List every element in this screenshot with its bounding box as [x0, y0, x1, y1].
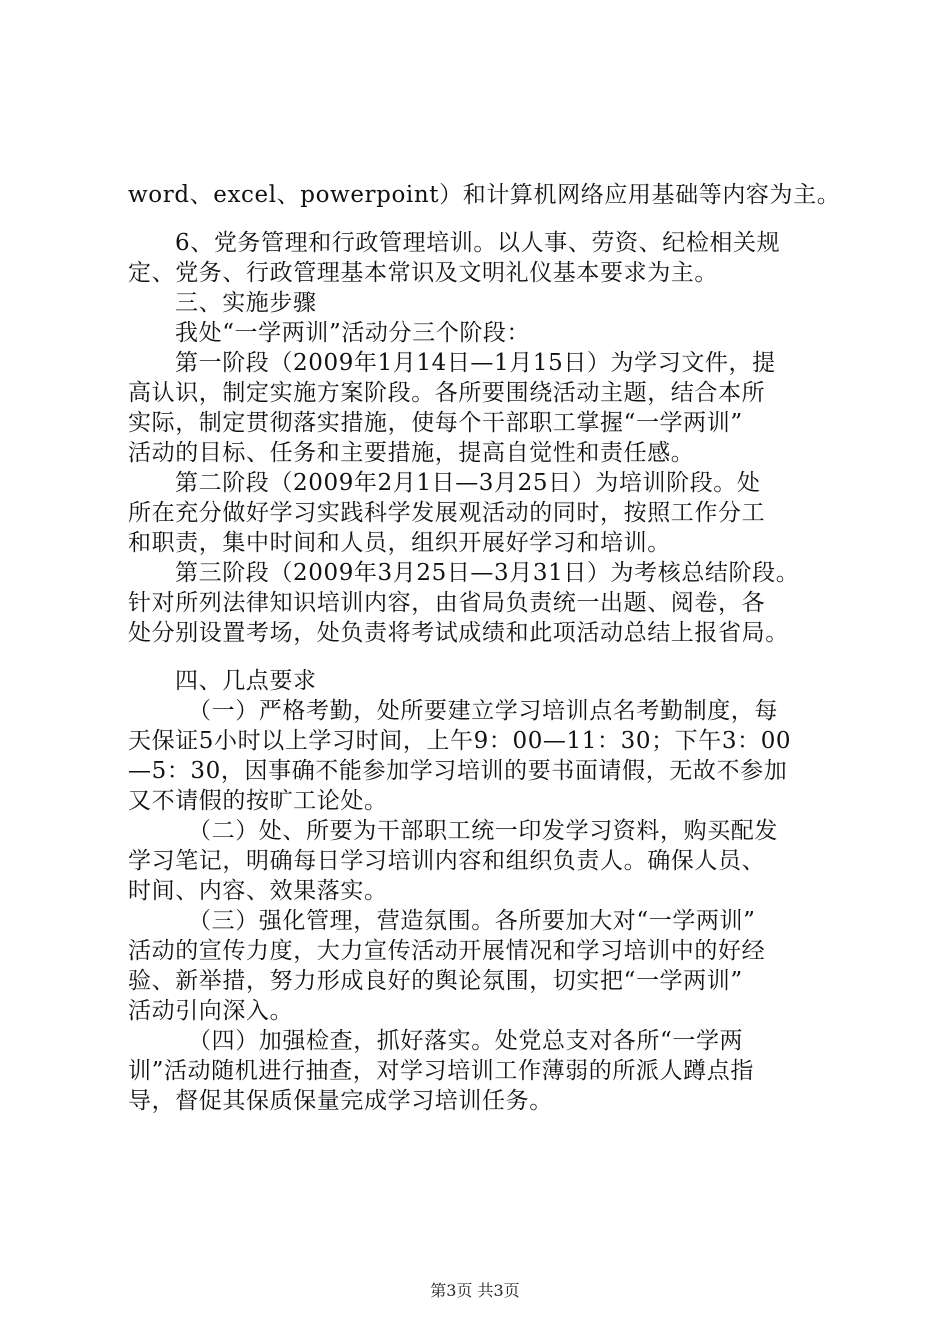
- section-heading: 四、几点要求: [175, 668, 317, 694]
- paragraph-line: 我处“一学两训”活动分三个阶段：: [175, 320, 531, 346]
- paragraph-line: 高认识，制定实施方案阶段。各所要围绕活动主题，结合本所: [128, 380, 766, 406]
- paragraph-line: 学习笔记，明确每日学习培训内容和组织负责人。确保人员、: [128, 848, 766, 874]
- paragraph-line: 6、党务管理和行政管理培训。以人事、劳资、纪检相关规: [175, 230, 781, 256]
- paragraph-gap: [128, 210, 840, 228]
- paragraph-line: 第三阶段（2009年3月25日—3月31日）为考核总结阶段。: [175, 560, 800, 586]
- paragraph-line: 实际，制定贯彻落实措施，使每个干部职工掌握“一学两训”: [128, 410, 743, 436]
- paragraph-line: 处分别设置考场，处负责将考试成绩和此项活动总结上报省局。: [128, 620, 789, 646]
- paragraph-line: 活动的宣传力度，大力宣传活动开展情况和学习培训中的好经: [128, 938, 766, 964]
- paragraph-line: （二）处、所要为干部职工统一印发学习资料，购买配发: [188, 818, 778, 844]
- paragraph-line: 又不请假的按旷工论处。: [128, 788, 388, 814]
- paragraph-line: 活动的目标、任务和主要措施，提高自觉性和责任感。: [128, 440, 695, 466]
- paragraph-line: —5：30，因事确不能参加学习培训的要书面请假，无故不参加: [128, 758, 788, 784]
- paragraph-line: （三）强化管理，营造氛围。各所要加大对“一学两训”: [188, 908, 756, 934]
- page-footer: 第3页 共3页: [430, 1281, 520, 1300]
- paragraph-line: word、excel、powerpoint）和计算机网络应用基础等内容为主。: [128, 182, 841, 208]
- paragraph-line: 定、党务、行政管理基本常识及文明礼仪基本要求为主。: [128, 260, 718, 286]
- paragraph-line: 时间、内容、效果落实。: [128, 878, 388, 904]
- paragraph-line: （一）严格考勤，处所要建立学习培训点名考勤制度，每: [188, 698, 778, 724]
- section-heading: 三、实施步骤: [175, 290, 317, 316]
- paragraph-line: 针对所列法律知识培训内容，由省局负责统一出题、阅卷，各: [128, 590, 766, 616]
- paragraph-line: 第一阶段（2009年1月14日—1月15日）为学习文件，提: [175, 350, 776, 376]
- paragraph-line: 所在充分做好学习实践科学发展观活动的同时，按照工作分工: [128, 500, 766, 526]
- paragraph-line: 第二阶段（2009年2月1日—3月25日）为培训阶段。处: [175, 470, 761, 496]
- paragraph-line: （四）加强检查，抓好落实。处党总支对各所“一学两: [188, 1028, 744, 1054]
- paragraph-line: 天保证5小时以上学习时间，上午9：00—11：30；下午3：00: [128, 728, 792, 754]
- paragraph-line: 训”活动随机进行抽查，对学习培训工作薄弱的所派人蹲点指: [128, 1058, 754, 1084]
- paragraph-line: 导，督促其保质保量完成学习培训任务。: [128, 1088, 553, 1114]
- paragraph-line: 验、新举措，努力形成良好的舆论氛围，切实把“一学两训”: [128, 968, 743, 994]
- paragraph-line: 活动引向深入。: [128, 998, 294, 1024]
- paragraph-line: 和职责，集中时间和人员，组织开展好学习和培训。: [128, 530, 671, 556]
- document-body: [128, 180, 840, 1116]
- paragraph-gap: [128, 648, 840, 666]
